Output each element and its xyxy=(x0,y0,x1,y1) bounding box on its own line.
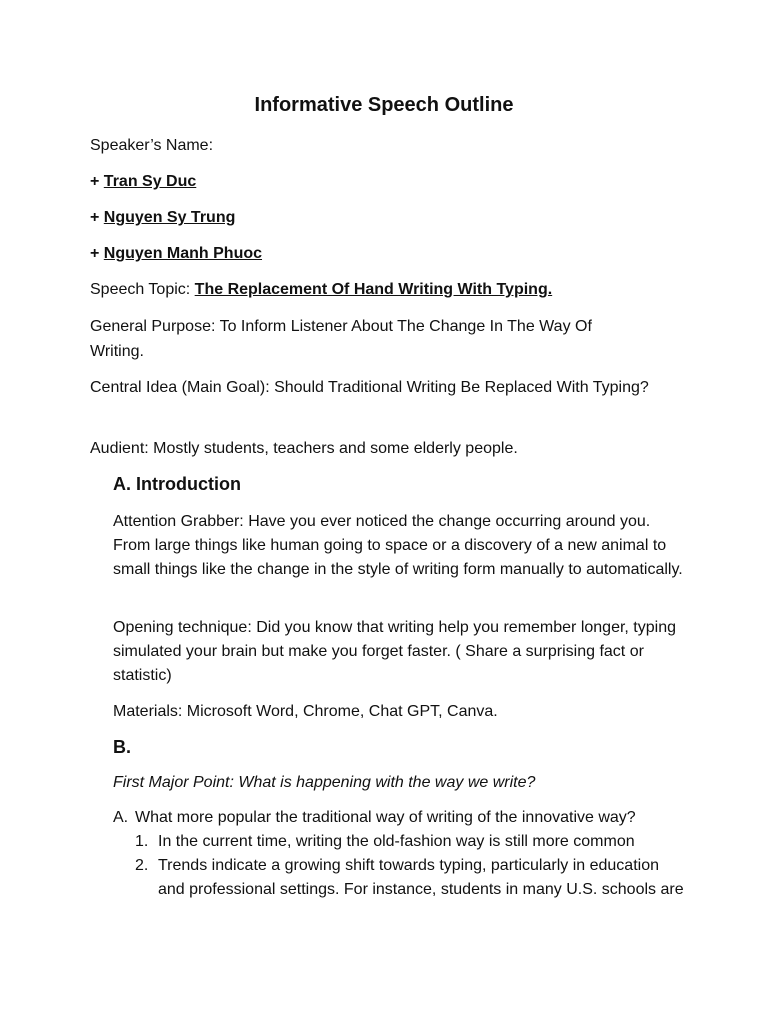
speech-topic-label: Speech Topic: xyxy=(90,281,195,298)
section-b-heading: B. xyxy=(113,737,131,757)
list-item-2 xyxy=(135,854,685,902)
audience: Audient: Mostly students, teachers and some elderly people. xyxy=(90,440,518,457)
list-item-1 xyxy=(135,830,685,854)
bullet-plus: + xyxy=(90,173,104,190)
bullet-plus: + xyxy=(90,245,104,262)
opening-technique: Opening technique: Did you know that writing help you remember longer, typing simulated your brain but make you forget faster. ( Share a surprising fact or statistic) xyxy=(113,619,676,684)
attention-grabber: Attention Grabber: Have you ever noticed the change occurring around you. From large things like human going to space or a discovery of a new animal to small things like the change in the style of writing form manually to automatically. xyxy=(113,513,683,578)
speech-topic xyxy=(90,278,552,302)
speaker-name-text: Nguyen Manh Phuoc xyxy=(103,245,263,262)
list-item-text: Trends indicate a growing shift towards typing, particularly in education and professional settings. For instance, students in many U.S. schools are xyxy=(158,857,684,898)
speaker-name-3 xyxy=(90,242,262,266)
materials: Materials: Microsoft Word, Chrome, Chat GPT, Canva. xyxy=(113,703,498,720)
introduction-heading: A. Introduction xyxy=(113,474,241,494)
list-item-a xyxy=(113,806,636,830)
list-item-text: In the current time, writing the old-fashion way is still more common xyxy=(158,833,635,850)
speaker-name-text: Nguyen Sy Trung xyxy=(103,209,236,226)
speaker-name-text: Tran Sy Duc xyxy=(103,173,197,190)
list-marker: 1. xyxy=(135,833,149,850)
bullet-plus: + xyxy=(90,209,104,226)
list-marker: A. xyxy=(113,809,129,826)
list-item-text: What more popular the traditional way of writing of the innovative way? xyxy=(135,809,636,826)
speaker-name-2 xyxy=(90,206,235,230)
speaker-name-1 xyxy=(90,170,196,194)
speech-topic-value: The Replacement Of Hand Writing With Typing. xyxy=(194,281,553,298)
general-purpose: General Purpose: To Inform Listener About The Change In The Way Of Writing. xyxy=(90,318,592,360)
speakers-label: Speaker’s Name: xyxy=(90,137,214,154)
central-idea: Central Idea (Main Goal): Should Traditional Writing Be Replaced With Typing? xyxy=(90,379,649,396)
first-major-point: First Major Point: What is happening with the way we write? xyxy=(113,774,536,791)
list-marker: 2. xyxy=(135,857,149,874)
document-title: Informative Speech Outline xyxy=(254,94,514,116)
